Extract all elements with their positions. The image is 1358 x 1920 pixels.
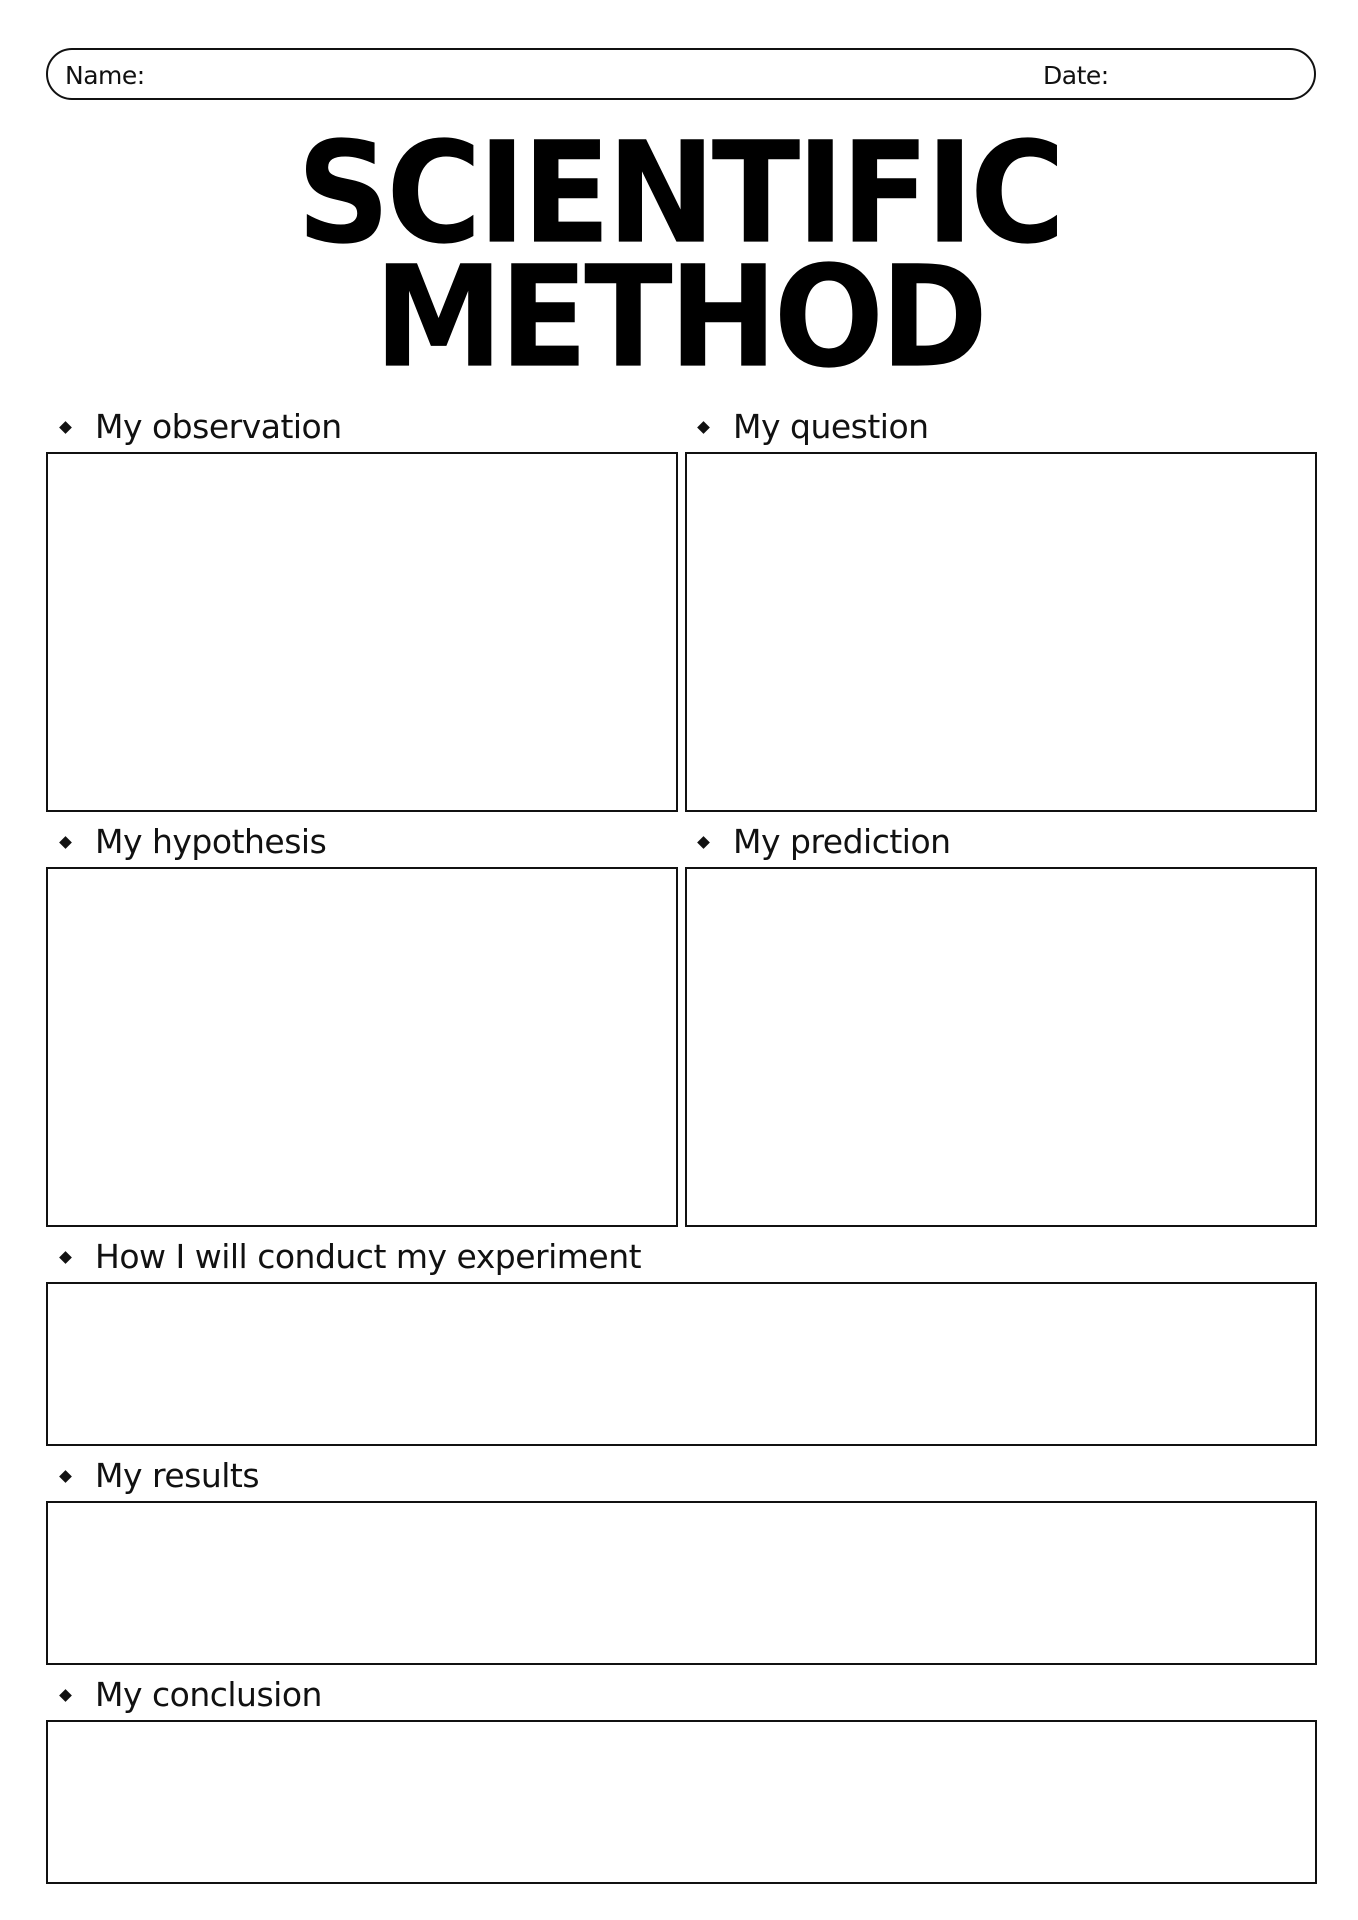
prediction-label: My prediction <box>733 822 951 861</box>
results-box[interactable] <box>46 1501 1317 1665</box>
diamond-bullet-icon <box>697 836 710 849</box>
prediction-heading <box>684 822 951 862</box>
hypothesis-box[interactable] <box>46 867 678 1227</box>
conclusion-label: My conclusion <box>95 1675 322 1714</box>
question-heading <box>684 407 929 447</box>
diamond-bullet-icon <box>59 1470 72 1483</box>
question-label: My question <box>733 407 929 446</box>
page-title-line-1: SCIENTIFIC <box>296 110 1062 276</box>
observation-heading <box>46 407 342 447</box>
diamond-bullet-icon <box>59 1251 72 1264</box>
hypothesis-label: My hypothesis <box>95 822 327 861</box>
date-label: Date: <box>1043 61 1109 90</box>
observation-box[interactable] <box>46 452 678 812</box>
conclusion-box[interactable] <box>46 1720 1317 1884</box>
experiment-label: How I will conduct my experiment <box>95 1237 642 1276</box>
diamond-bullet-icon <box>697 421 710 434</box>
experiment-box[interactable] <box>46 1282 1317 1446</box>
question-box[interactable] <box>685 452 1317 812</box>
prediction-box[interactable] <box>685 867 1317 1227</box>
experiment-heading <box>46 1237 641 1277</box>
name-label: Name: <box>65 61 145 90</box>
results-heading <box>46 1456 259 1496</box>
observation-label: My observation <box>95 407 342 446</box>
conclusion-heading <box>46 1675 322 1715</box>
results-label: My results <box>95 1456 260 1495</box>
hypothesis-heading <box>46 822 326 862</box>
name-date-bar <box>46 48 1316 100</box>
page-title-line-2: METHOD <box>373 234 985 400</box>
diamond-bullet-icon <box>59 836 72 849</box>
diamond-bullet-icon <box>59 1689 72 1702</box>
diamond-bullet-icon <box>59 421 72 434</box>
